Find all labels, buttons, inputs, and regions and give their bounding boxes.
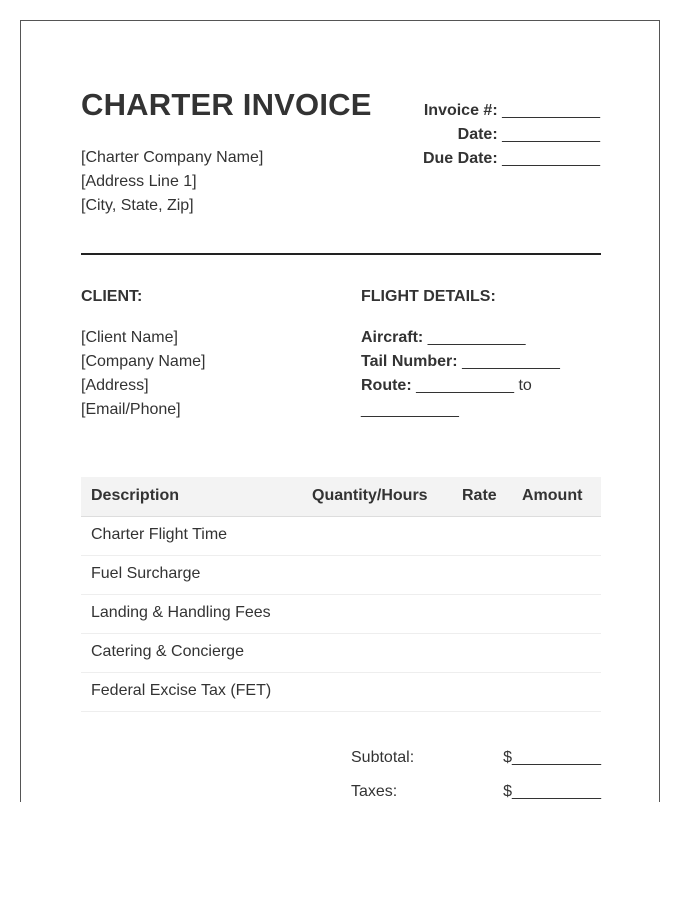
company-address-line: [Address Line 1]: [81, 173, 197, 190]
row-description: Landing & Handling Fees: [91, 604, 271, 621]
taxes-label: Taxes:: [351, 783, 398, 800]
taxes-field: $__________: [503, 783, 601, 800]
client-contact: [Email/Phone]: [81, 401, 181, 418]
table-row: [81, 595, 601, 634]
column-header-rate: Rate: [462, 487, 497, 504]
table-row: [81, 556, 601, 595]
row-description: Federal Excise Tax (FET): [91, 682, 272, 699]
flight-details-block: [361, 326, 601, 422]
flight-details-heading: FLIGHT DETAILS:: [361, 288, 496, 305]
table-row: [81, 673, 601, 712]
subtotal-row: [351, 747, 601, 781]
table-row: [81, 517, 601, 556]
table-row: [81, 634, 601, 673]
invoice-date-label: Date:: [457, 126, 498, 143]
table-header: [81, 477, 601, 517]
aircraft-field: ___________: [427, 329, 526, 346]
invoice-sheet: [20, 20, 660, 802]
due-date-field: ___________: [502, 150, 600, 167]
client-heading: CLIENT:: [81, 288, 143, 305]
row-description: Catering & Concierge: [91, 643, 244, 660]
invoice-meta: [423, 99, 600, 171]
subtotal-field: $__________: [503, 749, 601, 766]
totals-block: [351, 747, 601, 802]
client-block: [81, 326, 206, 422]
company-name: [Charter Company Name]: [81, 149, 264, 166]
tail-number-row: [361, 350, 601, 374]
aircraft-label: Aircraft:: [361, 329, 424, 346]
route-to-word: to: [518, 377, 532, 394]
column-header-quantity: Quantity/Hours: [312, 487, 428, 504]
route-to-field: ___________: [361, 401, 459, 418]
column-header-description: Description: [91, 487, 180, 504]
client-company: [Company Name]: [81, 353, 206, 370]
row-description: Charter Flight Time: [91, 526, 228, 543]
subtotal-label: Subtotal:: [351, 749, 415, 766]
invoice-date-row: [423, 123, 600, 147]
route-row: [361, 374, 601, 398]
client-name: [Client Name]: [81, 329, 178, 346]
client-address: [Address]: [81, 377, 149, 394]
due-date-label: Due Date:: [422, 150, 498, 167]
route-label: Route:: [361, 377, 412, 394]
invoice-number-row: [423, 99, 600, 123]
row-description: Fuel Surcharge: [91, 565, 201, 582]
due-date-row: [423, 147, 600, 171]
company-address-block: [81, 146, 263, 218]
invoice-number-label: Invoice #:: [423, 102, 498, 119]
invoice-title: CHARTER INVOICE: [81, 87, 372, 122]
invoice-number-field: ___________: [502, 102, 600, 119]
header-divider: [81, 253, 601, 255]
tail-number-label: Tail Number:: [361, 353, 458, 370]
taxes-row: [351, 781, 601, 802]
line-items-table: [81, 477, 601, 712]
route-to-row: [361, 398, 601, 422]
aircraft-row: [361, 326, 601, 350]
route-from-field: ___________: [416, 377, 514, 394]
column-header-amount: Amount: [522, 487, 583, 504]
company-city-state-zip: [City, State, Zip]: [81, 197, 194, 214]
tail-number-field: ___________: [462, 353, 560, 370]
invoice-date-field: ___________: [502, 126, 600, 143]
